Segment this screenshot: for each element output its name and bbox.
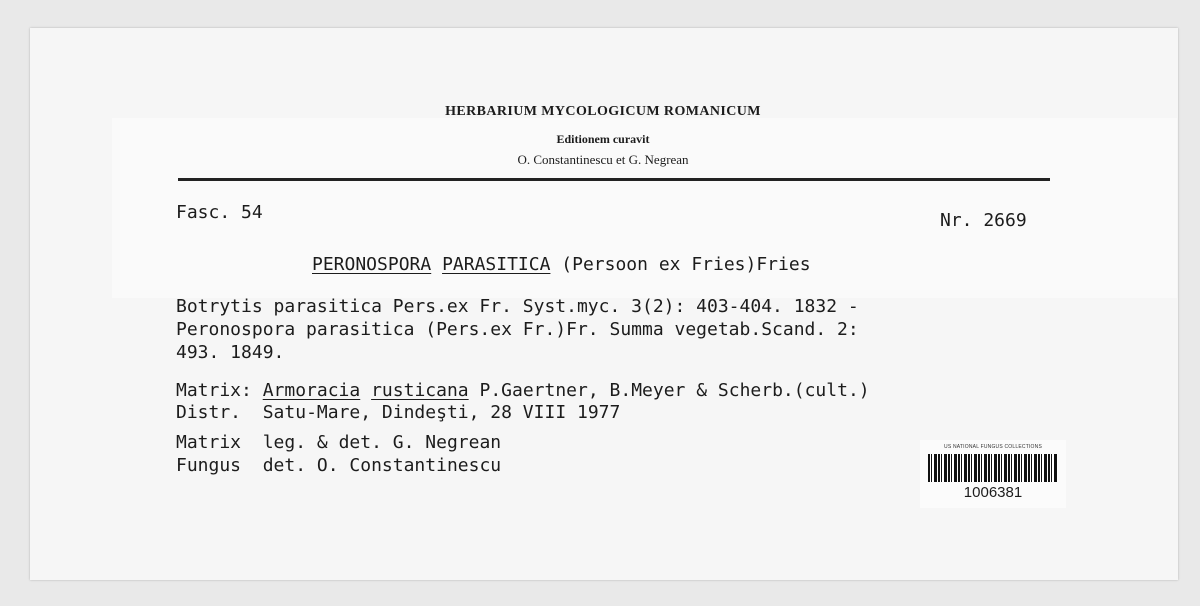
matrix-authority: P.Gaertner, B.Meyer & Scherb.(cult.)	[479, 380, 870, 401]
barcode-collection: US NATIONAL FUNGUS COLLECTIONS	[944, 444, 1042, 450]
matrix-label: Matrix:	[176, 380, 252, 401]
species-name	[312, 254, 811, 275]
matrix-epithet: rusticana	[371, 380, 469, 401]
distribution-line	[176, 402, 620, 423]
specimen-number: Nr. 2669	[940, 210, 1027, 231]
synonymy-line: Peronospora parasitica (Pers.ex Fr.)Fr. Summa vegetab.Scand. 2:	[176, 319, 859, 340]
collector-value: leg. & det. G. Negrean	[262, 432, 502, 453]
editors-line: O. Constantinescu et G. Negrean	[517, 152, 689, 167]
synonymy-line: Botrytis parasitica Pers.ex Fr. Syst.myc. 3(2): 403-404. 1832 -	[176, 296, 859, 317]
barcode-number: 1006381	[963, 484, 1023, 501]
collector-label: Matrix	[176, 432, 242, 453]
collector-line	[176, 432, 501, 453]
species-epithet: PARASITICA	[442, 254, 551, 275]
synonymy-line: 493. 1849.	[176, 342, 285, 363]
species-genus: PERONOSPORA	[312, 254, 432, 275]
collector-line	[176, 455, 501, 476]
collector-value: det. O. Constantinescu	[262, 455, 502, 476]
matrix-genus: Armoracia	[262, 380, 361, 401]
institution-title: HERBARIUM MYCOLOGICUM ROMANICUM	[445, 104, 761, 119]
barcode-sticker	[920, 440, 1066, 508]
edited-line: Editionem curavit	[556, 132, 650, 146]
header-divider	[178, 178, 1050, 181]
distr-value: Satu-Mare, Dindeşti, 28 VIII 1977	[262, 402, 621, 423]
distr-label: Distr.	[176, 402, 242, 423]
collector-label: Fungus	[176, 455, 242, 476]
species-authority: (Persoon ex Fries)Fries	[561, 254, 811, 275]
matrix-line	[176, 380, 870, 401]
barcode-icon	[928, 454, 1058, 482]
fascicle: Fasc. 54	[176, 202, 263, 223]
